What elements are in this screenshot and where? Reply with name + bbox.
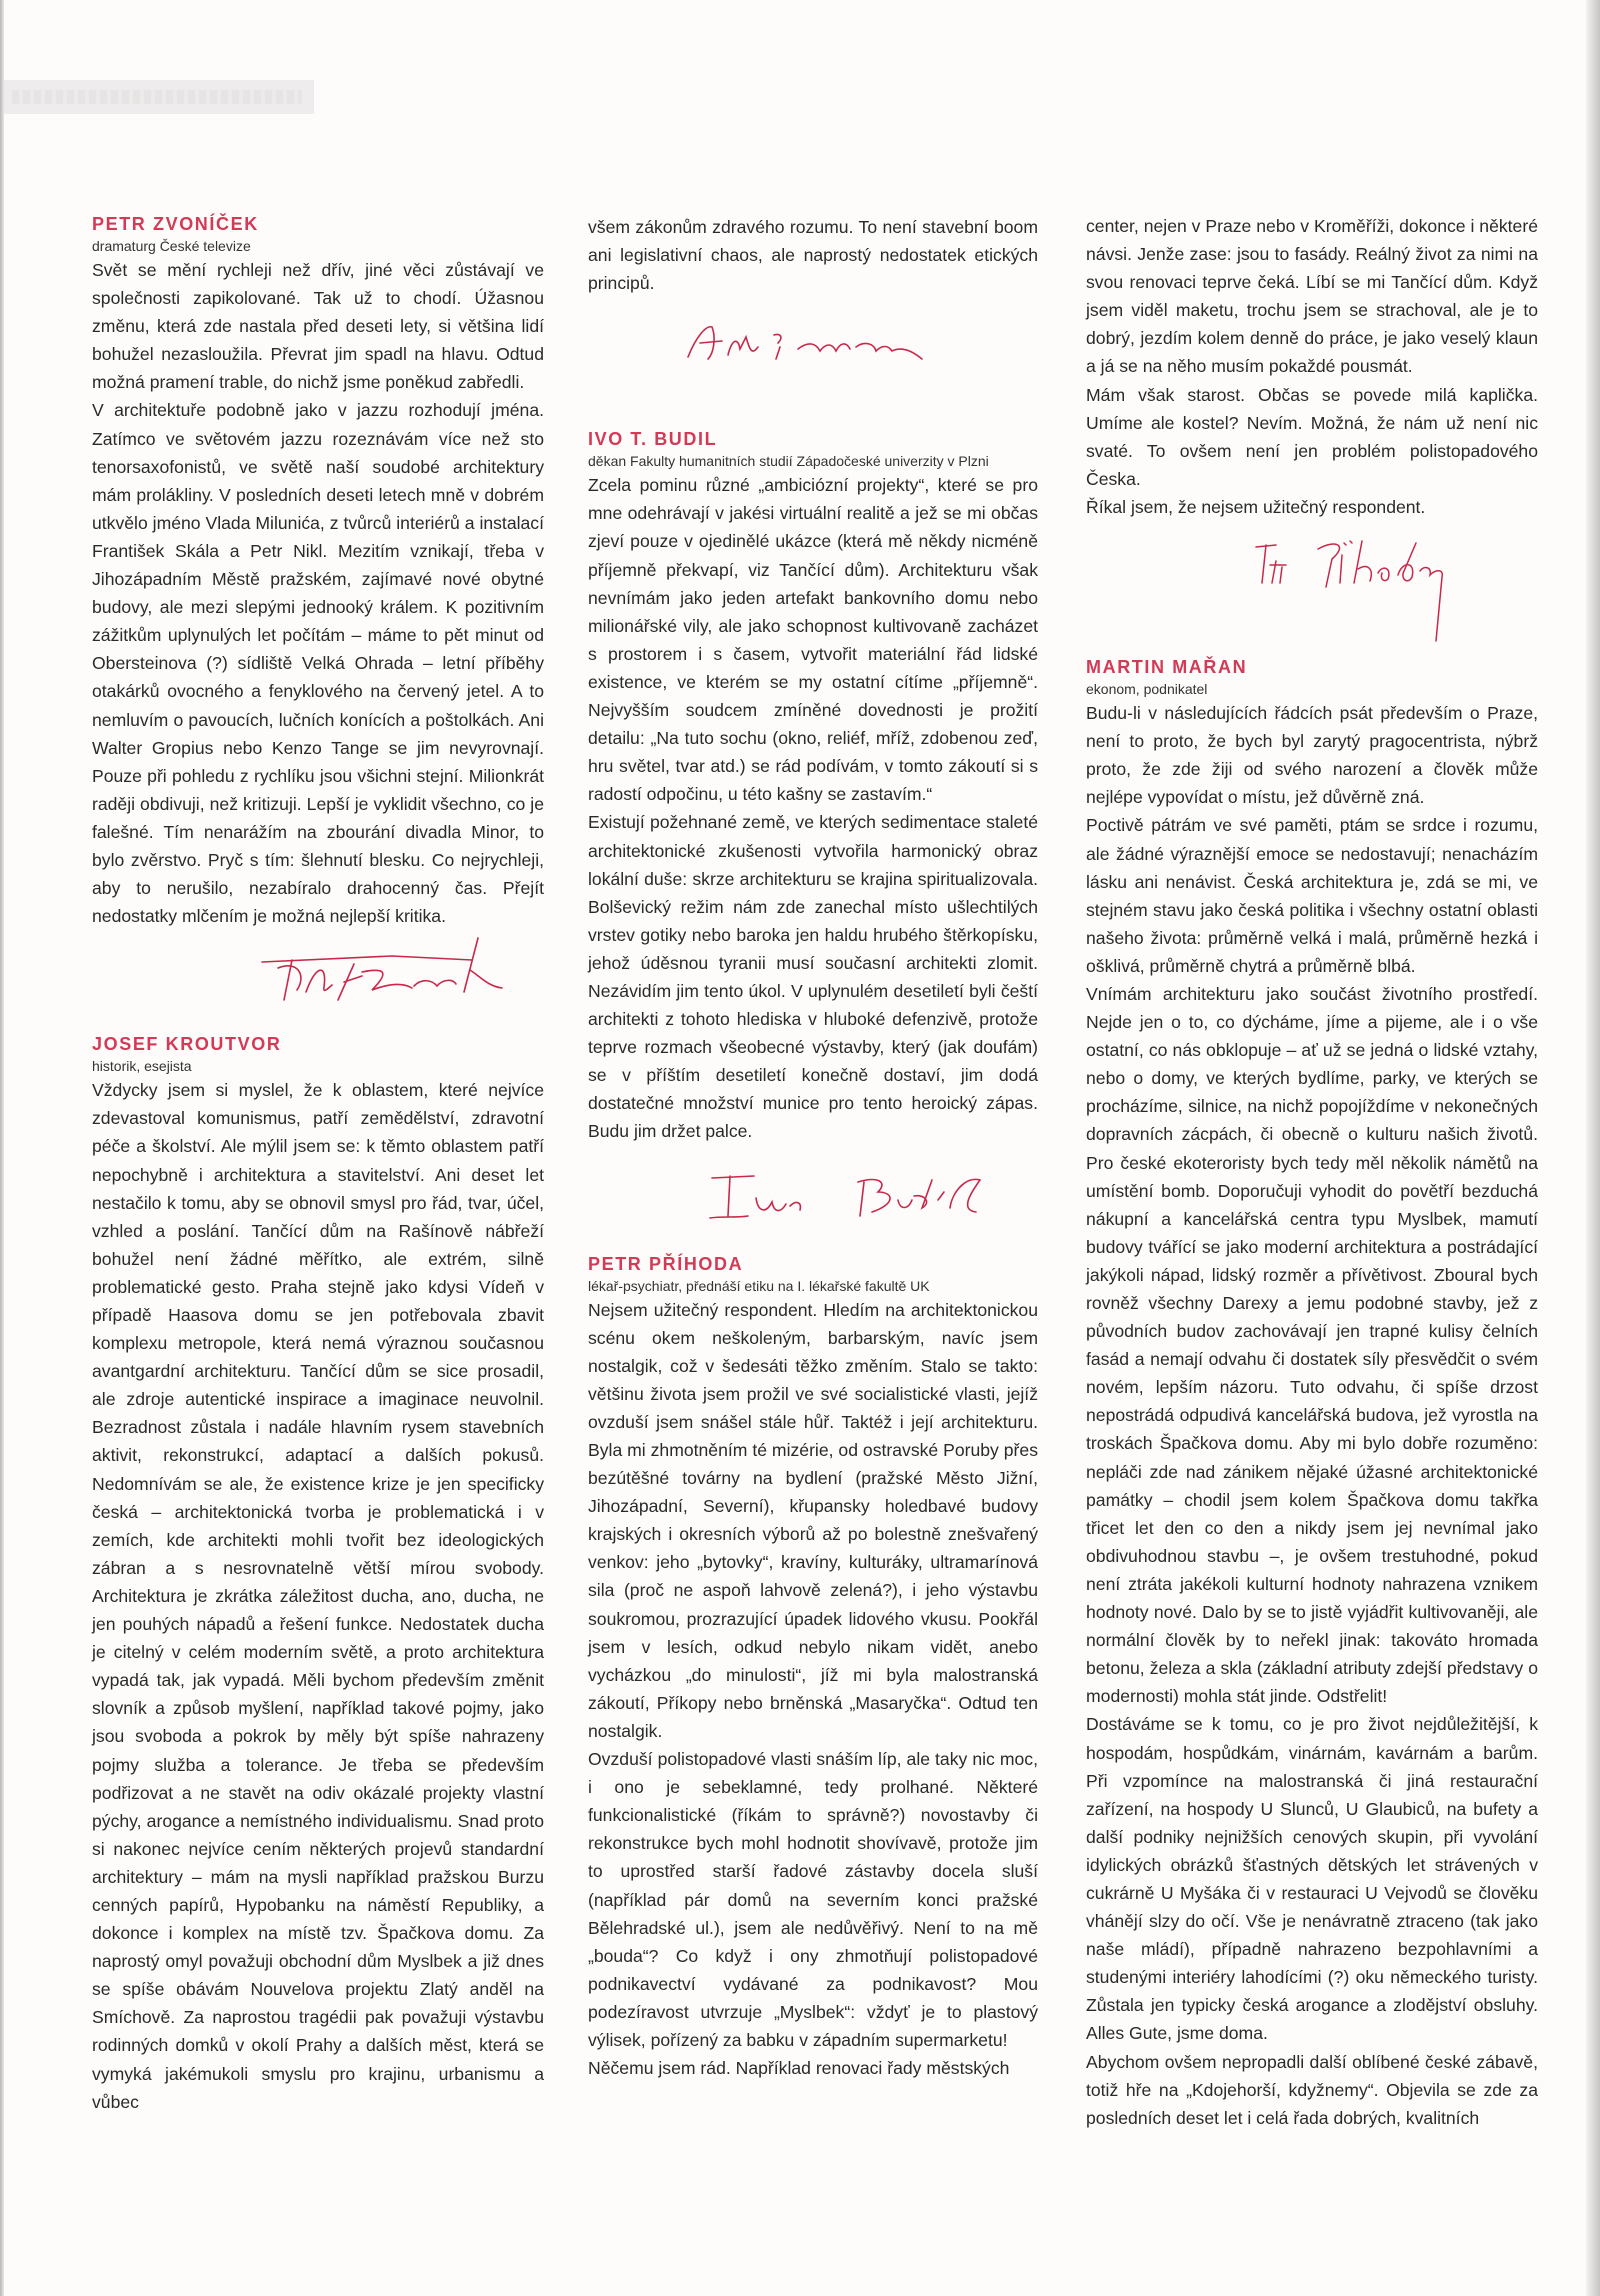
author-block-budil	[588, 427, 1038, 1145]
paragraph: Mám však starost. Občas se povede milá kaplička. Umíme ale kostel? Nevím. Možná, že nám už není nic svaté. To ovšem není jen problém polistopadového Česka.	[1086, 384, 1538, 489]
column-3	[1086, 212, 1538, 2132]
paragraph: Vnímám architekturu jako součást životního prostředí. Nejde jen o to, co dýcháme, jíme a pijeme, ale i o vše ostatní, co nás obklopuje – ať už se jedná o lidské vztahy, nebo o domy, ve kterých bydlíme, parky, ve kterých se procházíme, silnice, na nichž popojíždíme v nekonečných dopravních zácpách, či obecně o kulturu našich životů. Pro české ekoteroristy bych tedy měl několik námětů na umístění bomb. Doporučuji vyhodit do povětří bezduchá nákupní a kancelářská centra typu Myslbek, mamutí budovy tvářící se jako moderní architektura a postrádající jakýkoli nápad, lidský rozměr a přívětivost. Zboural bych rovněž všechny Darexy a jemu podobné stavby, jež z původních budov zachovávají jen trapné kulisy čelních fasád a nemají odvahu či dostatek síly přesvědčit o svém novém, lepším názoru. Tuto odvahu, či spíše drzost nepostrádá odpudivá kancelářská budova, jež vyrostla na troskách Špačkova domu. Aby mi bylo dobře rozuměno: nepláči zde nad zánikem nějaké úžasné architektonické památky – chodil jsem kolem Špačkova domu takřka třicet let den co den a nikdy jsem jej nevnímal jako obdivuhodnou stavbu –, je ovšem trestuhodné, pokud není ztráta jakékoli kulturní hodnoty nahrazena vznikem hodnoty nové. Dalo by se to jistě vyjádřit kultivovaněji, ale normální člověk by to neřekl jinak: takováto hromada betonu, železa a skla (základní atributy zdejší představy o modernosti) mohla stát jinde. Odstřelit!	[1086, 983, 1538, 1707]
author-block-maran	[1086, 655, 1538, 2132]
paragraph: center, nejen v Praze nebo v Kroměříži, dokonce i některé návsi. Jenže zase: jsou to fasády. Reálný život za nimi na svou renovaci teprve čeká. Líbí se mi Tančící dům. Když jsem viděl maketu, trochu jsem se strachoval, ale je to dobrý, jezdím kolem denně do práce, je jako veselý klaun a já se na něho musím pokaždé pousmát.	[1086, 216, 1538, 377]
signature-prihoda-icon	[1086, 521, 1538, 655]
author-name: PETR ZVONÍČEK	[92, 214, 259, 234]
author-role: ekonom, podnikatel	[1086, 681, 1208, 698]
paragraph: Říkal jsem, že nejsem užitečný respondent.	[1086, 496, 1426, 517]
paragraph: Zcela pominu různé „ambiciózní projekty“, které se pro mne odehrávají v jakési virtuální realitě a jež se mi občas zjeví pouze v ojedinělé ukázce (která mě někdy nicméně příjemně překvapí, viz Tančící dům). Architekturu však nevnímám jako jeden artefakt bankovního domu nebo milionářské vily, ale jako schopnost kultivovaně zacházet s prostorem i s časem, vytvořit materiální řád lidské existence, ve kterém se my ostatní cítíme „příjemně“. Nejvyšším soudcem zmíněné dovednosti je prožití detailu: „Na tuto sochu (okno, reliéf, mříž, zdobenou zeď, hru světel, tvar atd.) se rád podívám, v tomto zákoutí si s radostí odpočinu, u této kašny se zastavím.“	[588, 475, 1038, 805]
signature-budil-icon	[588, 1146, 1038, 1252]
author-block-prihoda	[588, 1252, 1038, 2083]
column-2	[588, 213, 1038, 2082]
column-1	[92, 212, 544, 2116]
continuation-prihoda	[1086, 212, 1538, 521]
author-role: děkan Fakulty humanitních studií Západočeské univerzity v Plzni	[588, 453, 989, 470]
author-role: lékař-psychiatr, přednáší etiku na I. lékařské fakultě UK	[588, 1277, 930, 1294]
page-left-edge	[0, 0, 4, 2296]
author-block-kroutvor	[92, 1032, 544, 2115]
continuation-kroutvor	[588, 213, 1038, 297]
running-header-faded-text	[12, 90, 302, 104]
author-name: JOSEF KROUTVOR	[92, 1034, 282, 1055]
author-name: MARTIN MAŘAN	[1086, 657, 1248, 678]
paragraph: Existují požehnané země, ve kterých sedimentace staleté architektonické zkušenosti vytvořila harmonický obraz lokální duše: skrze architekturu se krajina spiritualizovala. Bolševický režim nám zde zanechal místo ušlechtilých vrstev gotiky nebo baroka jen haldu hrubého štěrkopísku, jehož úděsnou tyranii musí současní architekti zlomit. Nezávidím jim tento úkol. V uplynulém desetiletí byli čeští architekti z tohoto hlediska v hluboké defenzivě, protože teprve rozmach všeobecné výstavby, který (jak doufám) se v příštím desetiletí konečně dostaví, jim dodá dostatečné množství munice pro tento heroický zápas. Budu jim držet palce.	[588, 812, 1038, 1142]
author-block-zvonicek	[92, 212, 544, 930]
author-role: dramaturg České televize	[92, 238, 251, 254]
paragraph: všem zákonům zdravého rozumu. To není stavební boom ani legislativní chaos, ale naprostý nedostatek etických principů.	[588, 217, 1038, 294]
signature-zvonicek-icon	[92, 930, 544, 1032]
paragraph: Ovzduší polistopadové vlasti snáším líp, ale taky nic moc, i ono je sebeklamné, tedy prolhané. Některé funkcionalistické (říkám to správně?) novostavby či rekonstrukce bych mohl hodnotit shovívavě, protože jim to uprostřed starší řadové zástavby docela sluší (například pár domů na severním konci pražské Bělehradské ul.), jsem ale nedůvěřivý. Není to na mě „bouda“? Co když i ony zhmotňují polistopadové podnikavectví vydávané za podnikavost? Mou podezíravost utvrzuje „Myslbek“: vždyť je to plastový výlisek, pořízený za babku v západním supermarketu!	[588, 1749, 1038, 2050]
author-name: PETR PŘÍHODA	[588, 1253, 744, 1274]
paragraph: Abychom ovšem nepropadli další oblíbené české zábavě, totiž hře na „Kdojehorší, kdyžnemy“. Objevila se zde za posledních deset let i celá řada dobrých, kvalitních	[1086, 2051, 1538, 2128]
paragraph: Nejsem užitečný respondent. Hledím na architektonickou scénu okem neškoleným, barbarským, navíc jsem nostalgik, což v šedesáti těžko změním. Stalo se takto: většinu života jsem prožil ve své socialistické vlasti, jejíž ovzduší jsem snášel stále hůř. Taktéž i její architekturu. Byla mi zhmotněním té mizérie, od ostravské Poruby přes bezútěšné továrny na bydlení (pražské Město Jižní, Jihozápadní, Severní), křupansky holedbavé budovy krajských i okresních výborů až po bolestně znešvařený venkov: jeho „bytovky“, kravíny, kulturáky, ultramarínová sila (proč ne aspoň lahvově zelená?), i jeho výstavbu soukromou, prozrazující úpadek lidového vkusu. Pookřál jsem v lesích, odkud nebylo nikam vidět, anebo vycházkou „do minulosti“, jíž mi byla malostranská zákoutí, Příkopy nebo brněnská „Masaryčka“. Odtud ten nostalgik.	[588, 1299, 1038, 1741]
page-binding-shadow	[1586, 0, 1600, 2296]
paragraph: Dostáváme se k tomu, co je pro život nejdůležitější, k hospodám, hospůdkám, vinárnám, kavárnám a barům. Při vzpomínce na malostranská či jiná restaurační zařízení, na hospody U Slunců, U Glaubiců, na bufety a další podniky nejnižších cenových skupin, při vyvolání idylických obrázků šťastných dětských let strávených v cukrárně U Myšáka či v restauraci U Vejvodů se člověku vhánějí slzy do očí. Vše je nenávratně ztraceno (tak jako naše mládí), případně nahrazeno bezpohlavními a studenými interiéry lahodícími (?) oku německého turisty. Zůstala jen typicky česká arogance a zlodějství obsluhy. Alles Gute, jsme doma.	[1086, 1714, 1538, 2044]
paragraph: V architektuře podobně jako v jazzu rozhodují jména. Zatímco ve světovém jazzu rozeznávám více než sto tenorsaxofonistů, ve světě naší soudobé architektury mám proláklinу. V posledních deseti letech mně v dobrém utkvělo jméno Vlada Milunića, z tvůrců interiérů a instalací František Skála a Petr Nikl. Mezitím vznikají, třeba v Jihozápadním Městě pražském, zajímavé nové obytné budovy, ale mezi slepými jednooký králem. K pozitivním zážitkům uplynulých let počítám – máme to pět minut od Obersteinova (?) sídliště Velká Ohrada – letní příběhy otakárků ovocného a fenyklového na červený jetel. A to nemluvím o pavoucích, lučních konících a poštolkách. Ani Walter Gropius nebo Kenzo Tange se jim nevyrovnají. Pouze při pohledu z rychlíku jsou všichni stejní. Milionkrát raději obdivuji, než kritizuji. Lepší je vyklidit všechno, co je falešné. Tím nenarážím na zbourání divadla Minor, to bylo zvěrstvo. Pryč s tím: šlehnutí blesku. Co nejrychleji, aby to nerušilo, nezabíralo drahocenný čas. Přejít nedostatky mlčením je možná nejlepší kritika.	[92, 400, 544, 927]
signature-kroutvor-icon	[588, 297, 1038, 401]
paragraph: Něčemu jsem rád. Například renovaci řady městských	[588, 2058, 1010, 2079]
author-name: IVO T. BUDIL	[588, 429, 718, 450]
running-header-band	[4, 80, 314, 114]
author-role: historik, esejista	[92, 1058, 192, 1075]
paragraph: Vždycky jsem si myslel, že k oblastem, které nejvíce zdevastoval komunismus, patří zemědělství, zdravotní péče a školství. Ale mýlil jsem se: k těmto oblastem patří nepochybně i architektura a stavitelství. Ani deset let nestačilo k tomu, aby se obnovil smysl pro řád, tvar, účel, vzhled a poslání. Tančící dům na Rašínově nábřeží bohužel není žádné měřítko, ale extrém, silně problematické gesto. Praha stejně jako kdysi Vídeň v případě Haasova domu se jen potřebovala zbavit komplexu metropole, která nemá výraznou současnou avantgardní architekturu. Tančící dům se sice prosadil, ale zdroje autentické inspirace a imaginace neuvolnil. Bezradnost zůstala i nadále hlavním rysem stavebních aktivit, rekonstrukcí, adaptací a dalších pokusů. Nedomnívám se ale, že existence krize je jen specificky česká – architektonická tvorba je problematická i v zemích, kde architekti mohli tvořit bez ideologických zábran a s nesrovnatelně větší mírou svobody. Architektura je zkrátka záležitost ducha, ano, ducha, ne jen pouhých nápadů a řešení funkce. Nedostatek ducha je citelný v celém moderním světě, a proto architektura vypadá tak, jak vypadá. Měli bychom především změnit slovník a způsob myšlení, například takové pojmy, jako jsou svoboda a pokrok by měly být spíše nahrazeny pojmy služba a tolerance. Je třeba se především podřizovat a ne stavět na odiv okázalé projekty vlastní pýchy, arogance a nemístného individualismu. Snad proto si nakonec nejvíce cením některých projevů standardní architektury – mám na mysli například pražskou Burzu cenných papírů, Hypobanku na náměstí Republiky, a dokonce i komplex na místě tzv. Špačkova domu. Za naprostý omyl považuji obchodní dům Myslbek a již dnes se spíše obávám Nouvelova projektu Zlatý anděl na Smíchově. Za naprostou tragédii pak považuji výstavbu rodinných domků v okolí Prahy a dalších měst, která se vymyká jakémukoli smyslu pro krajinu, urbanismu a vůbec	[92, 1080, 544, 2112]
paragraph: Svět se mění rychleji než dřív, jiné věci zůstávají ve společnosti zapikolované. Tak už to chodí. Úžasnou změnu, která zde nastala před deseti lety, si většina lidí bohužel nezasloužila. Převrat jim spadl na hlavu. Odtud možná pramení trable, do nichž jsme poněkud zabředli.	[92, 260, 544, 393]
paragraph: Poctivě pátrám ve své paměti, ptám se srdce i rozumu, ale žádné výraznější emoce se nedostavují; nenacházím lásku ani nenávist. Česká architektura je, zdá se mi, ve stejném stavu jako česká politika i všechny ostatní oblasti našeho života: průměrně velká i malá, průměrně hezká i ošklivá, průměrně chytrá a průměrně blbá.	[1086, 815, 1538, 976]
paragraph: Budu-li v následujících řádcích psát především o Praze, není to proto, že bych byl zarytý pragocentrista, nýbrž proto, že zde žiji od svého narození a člověk může nejlépe vypovídat o místu, jež důvěrně zná.	[1086, 703, 1538, 808]
